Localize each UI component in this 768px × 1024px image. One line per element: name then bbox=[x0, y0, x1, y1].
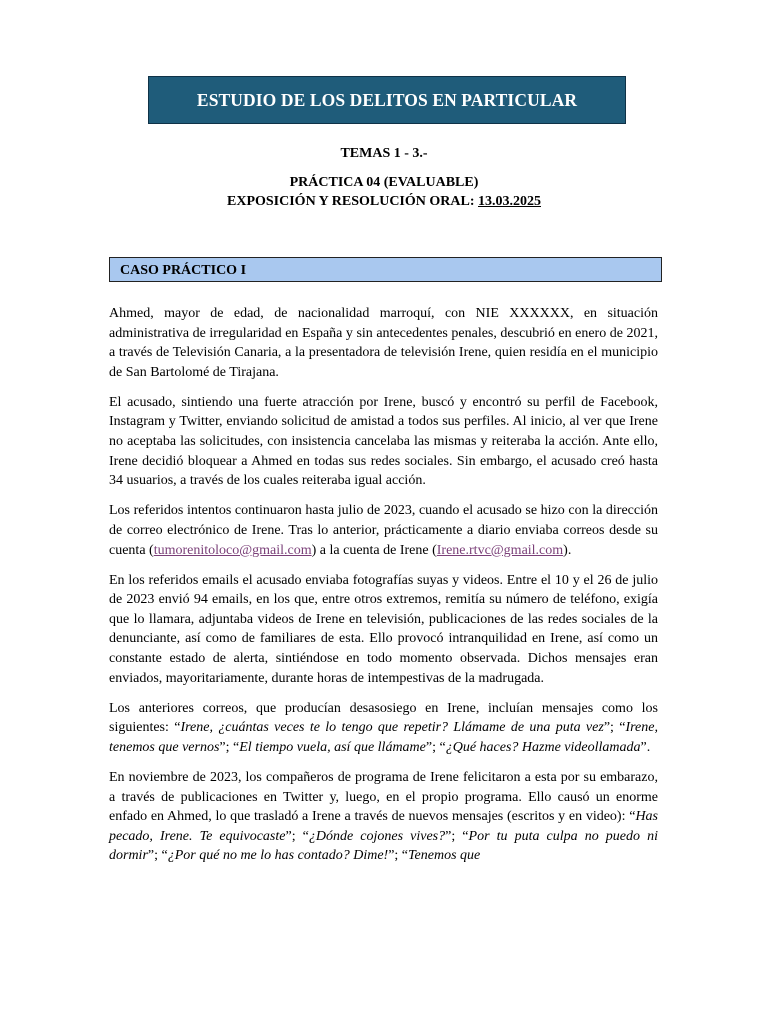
quote: Tenemos que bbox=[408, 848, 481, 864]
paragraph-2: El acusado, sintiendo una fuerte atracción por Irene, buscó y encontró su perfil de Facebook, Instagram y Twitter, enviando solicitud de amistad a todos sus perfiles. Al inicio, al ver que Irene no aceptaba las solicitudes, con insistencia cancelaba las mismas y reiteraba la acción. Ante ello, Irene decidió bloquear a Ahmed en todas sus redes sociales. Sin embargo, el acusado creó hasta 34 usuarios, a través de los cuales reiteraba igual acción. bbox=[109, 394, 658, 489]
quote-separator: ”; “ bbox=[388, 848, 409, 864]
paragraph-6-text: En noviembre de 2023, los compañeros de programa de Irene felicitaron a esta por su embarazo, a través de publicaciones en Twitter y, luego, en el propio programa. Ello causó un enorme enfado en Ahmed, lo que trasladó a Irene a través de nuevos mensajes (escritos y en video): “ bbox=[109, 769, 658, 825]
case-body bbox=[109, 304, 658, 876]
exposition-date: 13.03.2025 bbox=[478, 194, 541, 209]
quote: ¿Qué haces? Hazme videollamada bbox=[445, 739, 641, 755]
paragraph-5 bbox=[109, 699, 658, 758]
quote: ¿Por qué no me lo has contado? Dime! bbox=[167, 848, 389, 864]
exposition-label: EXPOSICIÓN Y RESOLUCIÓN ORAL: bbox=[227, 194, 478, 209]
document-title-banner bbox=[148, 76, 626, 124]
paragraph-3 bbox=[109, 501, 658, 560]
practice-line: PRÁCTICA 04 (EVALUABLE) bbox=[289, 175, 479, 190]
quote: Por tu puta culpa no puedo ni dormir bbox=[109, 828, 658, 864]
quote-separator: ”. bbox=[640, 739, 651, 755]
quote-separator: ”; “ bbox=[285, 828, 309, 844]
quote-separator: ”; “ bbox=[425, 739, 446, 755]
document-title: ESTUDIO DE LOS DELITOS EN PARTICULAR bbox=[196, 89, 578, 110]
paragraph-4: En los referidos emails el acusado enviaba fotografías suyas y videos. Entre el 10 y el 26 de julio de 2023 envió 94 emails, en los que, entre otros extremos, remitía su número de teléfono, exigía que lo llamara, adjuntaba videos de Irene en televisión, publicaciones de las redes sociales de la denunciante, así como de familiares de esta. Ello provocó intranquilidad en Irene, así como un constante estado de alerta, sintiéndose en todo momento observada. Dichos mensajes eran enviados, mayoritariamente, durante horas de intempestivas de la madrugada. bbox=[109, 572, 658, 686]
quote-separator: ”; “ bbox=[147, 848, 168, 864]
quote: El tiempo vuela, así que llámame bbox=[239, 739, 426, 755]
quote-separator: ”; “ bbox=[445, 828, 469, 844]
exposition-line bbox=[0, 194, 768, 210]
quote-separator: ”; “ bbox=[603, 720, 626, 736]
paragraph-6 bbox=[109, 768, 658, 866]
paragraph-5-text: Los anteriores correos, que producían desasosiego en Irene, incluían mensajes como los siguientes: “ bbox=[109, 700, 658, 736]
quote-separator: ”; “ bbox=[219, 739, 240, 755]
case-heading-box bbox=[109, 257, 662, 282]
quote: Irene, tenemos que vernos bbox=[109, 720, 658, 755]
case-heading: CASO PRÁCTICO I bbox=[120, 263, 247, 278]
paragraph-3-text-a: Los referidos intentos continuaron hasta julio de 2023, cuando el acusado se hizo con la dirección de correo electrónico de Irene. Tras lo anterior, prácticamente a diario enviaba correos desde su cuenta ( bbox=[109, 503, 658, 558]
quote: Has pecado, Irene. Te equivocaste bbox=[109, 809, 658, 844]
paragraph-3-text-c: ). bbox=[563, 542, 572, 558]
recipient-email-link[interactable]: Irene.rtvc@gmail.com bbox=[436, 542, 564, 558]
paragraph-3-text-b: ) a la cuenta de Irene ( bbox=[311, 542, 437, 558]
topics-line: TEMAS 1 - 3.- bbox=[340, 146, 428, 161]
paragraph-1: Ahmed, mayor de edad, de nacionalidad marroquí, con NIE XXXXXX, en situación administrativa de irregularidad en España y sin antecedentes penales, descubrió en enero de 2021, a través de Televisión Canaria, a la presentadora de televisión Irene, quien residía en el municipio de San Bartolomé de Tirajana. bbox=[109, 306, 658, 380]
quote: Irene, ¿cuántas veces te lo tengo que repetir? Llámame de una puta vez bbox=[180, 720, 604, 736]
sender-email-link[interactable]: tumorenitoloco@gmail.com bbox=[153, 542, 312, 558]
quote: ¿Dónde cojones vives? bbox=[308, 828, 446, 844]
